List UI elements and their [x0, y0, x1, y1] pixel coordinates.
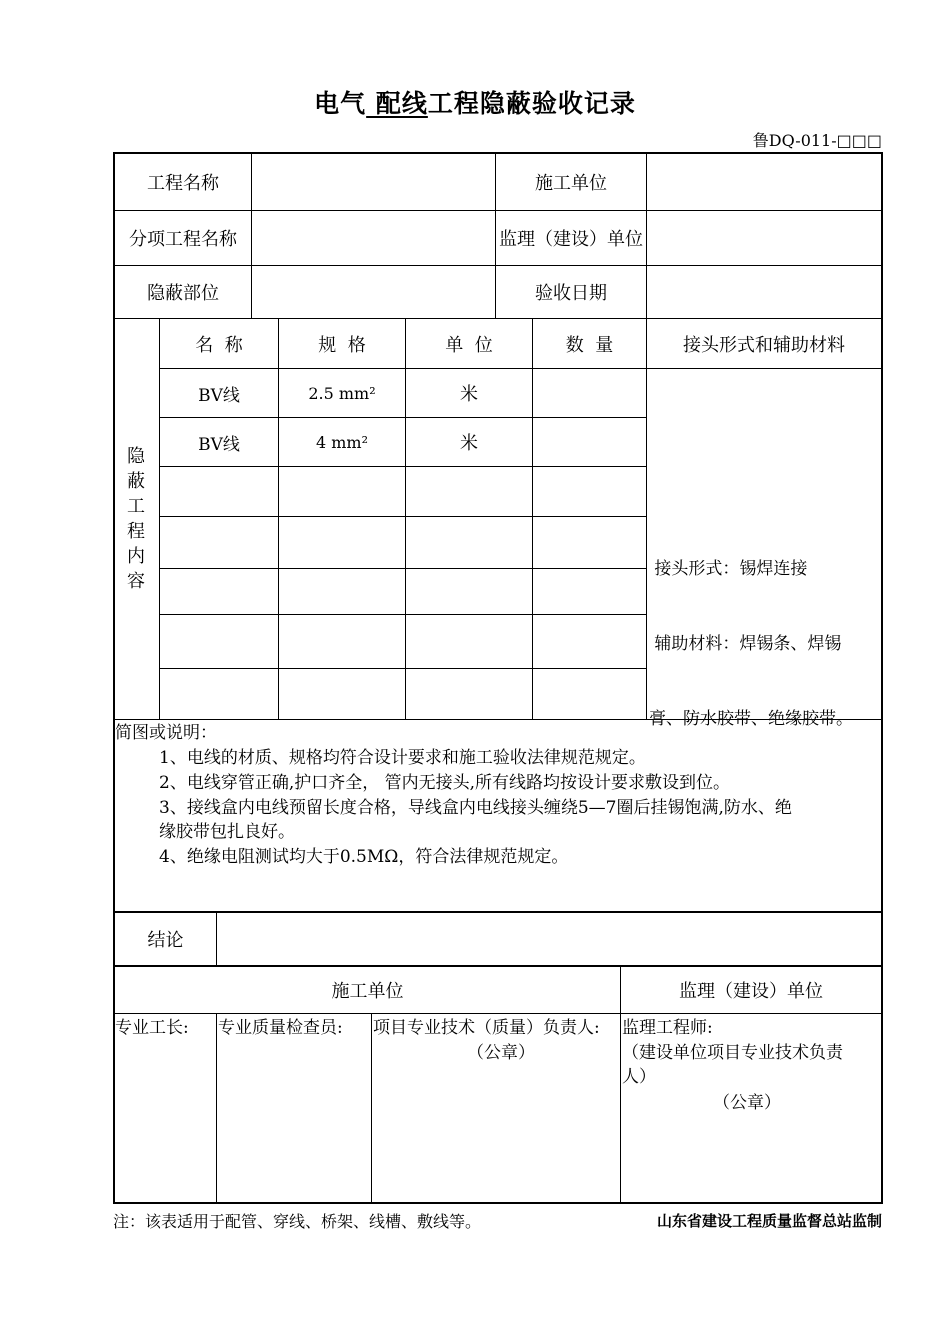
tech-lead-label: 项目专业技术（质量）负责人:: [373, 1018, 600, 1038]
row1-qty[interactable]: [533, 369, 646, 417]
col-header-qty: 数 量: [565, 334, 614, 356]
project-name-label: 工程名称: [147, 173, 219, 194]
acceptance-form: [113, 152, 883, 1204]
conclusion-field[interactable]: [217, 913, 881, 965]
form-code: 鲁DQ-011-□□□: [752, 131, 882, 150]
row2-unit: 米: [460, 433, 478, 454]
quality-inspector-label: 专业质量检查员:: [218, 1018, 343, 1038]
footer-note: 注：该表适用于配管、穿线、桥架、线槽、敷线等。: [113, 1212, 482, 1231]
construction-unit-field[interactable]: [647, 154, 881, 210]
joint-info: 接头形式：锡焊连接 辅助材料：焊锡条、焊锡 膏、防水胶带、绝缘胶带。: [649, 559, 853, 729]
supervisor-label: 监理工程师:: [622, 1018, 713, 1038]
sig-construction-unit-label: 施工单位: [331, 981, 404, 1002]
construction-seal-label: （公章）: [467, 1043, 535, 1063]
row1-unit: 米: [460, 384, 478, 405]
notes-heading: 简图或说明：: [115, 723, 217, 743]
supervision-unit-label: 监理（建设）单位: [499, 229, 643, 250]
construction-unit-label: 施工单位: [535, 173, 607, 194]
note-item-1: 1、电线的材质、规格均符合设计要求和施工验收法律规范规定。: [159, 748, 646, 768]
sub-project-field[interactable]: [252, 211, 495, 265]
col-header-unit: 单 位: [445, 334, 493, 356]
col-header-spec: 规 格: [318, 334, 366, 356]
owner-rep-label-cont: 人）: [622, 1067, 656, 1087]
hidden-part-label: 隐蔽部位: [147, 283, 219, 304]
row2-spec: 4 mm²: [315, 432, 369, 452]
sub-project-label: 分项工程名称: [129, 229, 237, 250]
foreman-label: 专业工长:: [115, 1018, 189, 1038]
owner-rep-label: （建设单位项目专业技术负责: [622, 1043, 843, 1063]
row2-name: BV线: [198, 434, 240, 455]
page-title: 电气 配线工程隐蔽验收记录: [314, 89, 636, 118]
note-item-2: 2、电线穿管正确,护口齐全， 管内无接头,所有线路均按设计要求敷设到位。: [159, 773, 731, 793]
acceptance-date-field[interactable]: [647, 266, 881, 318]
acceptance-date-label: 验收日期: [535, 283, 607, 304]
note-item-4: 4、绝缘电阻测试均大于0.5MΩ，符合法律规范规定。: [159, 847, 569, 867]
note-item-3: 3、接线盒内电线预留长度合格，导线盒内电线接头缠绕5—7圈后挂锡饱满,防水、绝: [159, 798, 792, 818]
note-item-3-cont: 缘胶带包扎良好。: [159, 822, 295, 842]
supervision-seal-label: （公章）: [713, 1093, 781, 1113]
row2-qty[interactable]: [533, 418, 646, 466]
conclusion-label: 结论: [147, 930, 184, 951]
row1-name: BV线: [198, 385, 240, 406]
supervision-unit-field[interactable]: [647, 211, 881, 265]
sig-supervision-unit-label: 监理（建设）单位: [679, 981, 823, 1002]
hidden-content-side-label: 隐 蔽 工 程 内 容: [127, 446, 145, 592]
footer-org: 山东省建设工程质量监督总站监制: [656, 1212, 882, 1230]
col-header-joint: 接头形式和辅助材料: [683, 334, 845, 356]
col-header-name: 名 称: [195, 334, 243, 356]
row1-spec: 2.5 mm²: [308, 383, 376, 403]
project-name-field[interactable]: [252, 154, 495, 210]
hidden-part-field[interactable]: [252, 266, 495, 318]
